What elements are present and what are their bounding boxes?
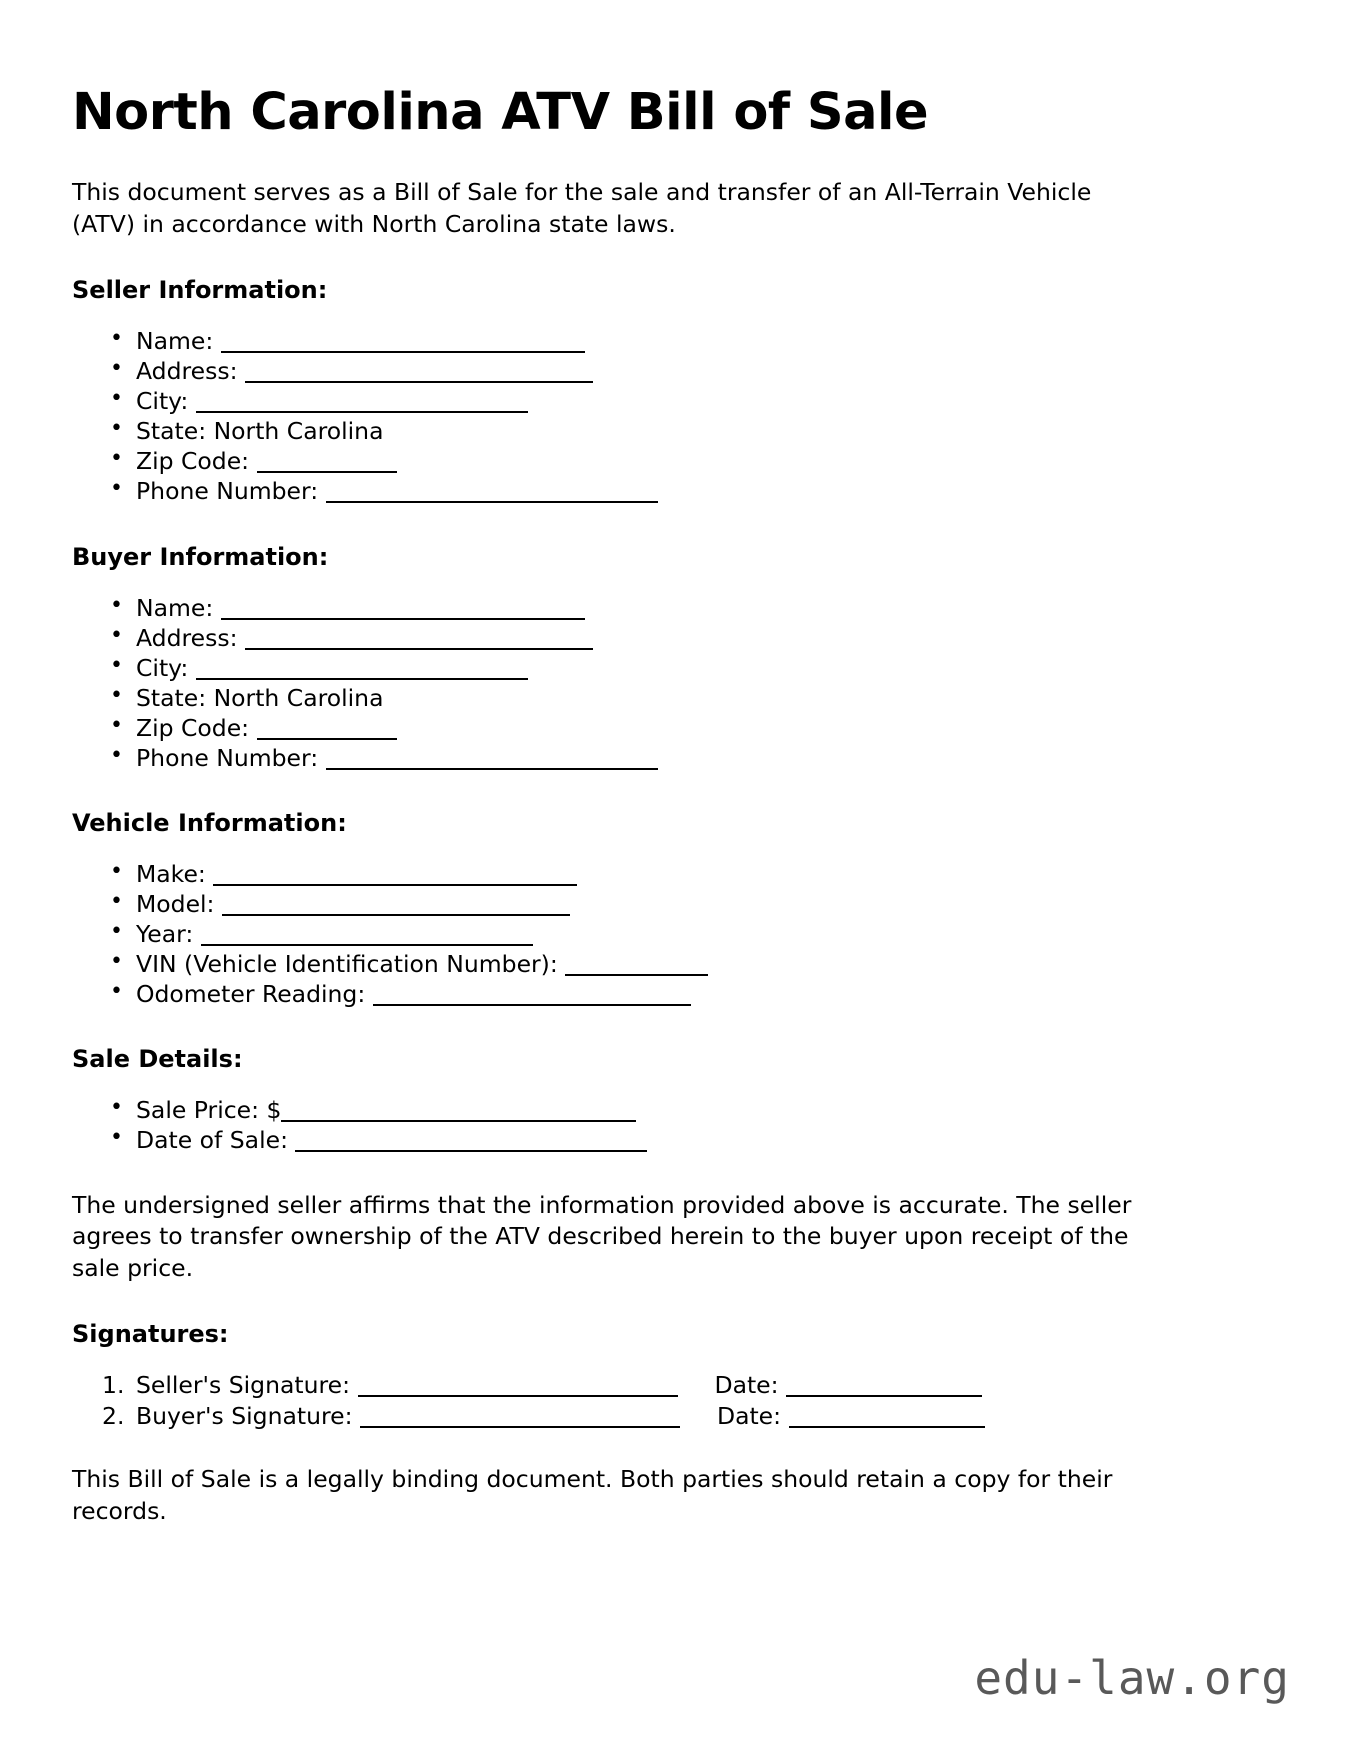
buyer-city-label: City: xyxy=(136,653,189,682)
vehicle-year-field xyxy=(110,919,1292,949)
buyer-field-list xyxy=(72,593,1292,773)
seller-state-field xyxy=(110,416,1292,446)
seller-zip-field xyxy=(110,446,1292,476)
sale-date-blank[interactable] xyxy=(295,1133,647,1152)
vehicle-model-label: Model: xyxy=(136,890,215,919)
seller-signature-row xyxy=(102,1370,1292,1401)
vehicle-odometer-blank[interactable] xyxy=(373,987,691,1006)
seller-name-field xyxy=(110,326,1292,356)
buyer-zip-label: Zip Code: xyxy=(136,713,250,742)
buyer-address-label: Address: xyxy=(136,623,238,652)
seller-name-label: Name: xyxy=(136,327,214,356)
seller-information-heading: Seller Information: xyxy=(72,276,328,305)
seller-phone-field xyxy=(110,476,1292,506)
intro-paragraph: This document serves as a Bill of Sale for the sale and transfer of an All-Terrain Vehicle (ATV) in accordance with North Carolina state laws. xyxy=(72,178,1092,238)
seller-city-label: City: xyxy=(136,387,189,416)
buyer-date-label: Date: xyxy=(716,1401,782,1430)
buyer-signature-label: Buyer's Signature: xyxy=(136,1401,353,1430)
buyer-address-blank[interactable] xyxy=(245,631,593,650)
seller-phone-label: Phone Number: xyxy=(136,477,319,506)
seller-zip-blank[interactable] xyxy=(257,454,397,473)
vehicle-information-heading: Vehicle Information: xyxy=(72,809,347,838)
page-title: North Carolina ATV Bill of Sale xyxy=(72,83,929,142)
sale-date-label: Date of Sale: xyxy=(136,1126,288,1155)
seller-address-blank[interactable] xyxy=(245,364,593,383)
seller-field-list xyxy=(72,326,1292,506)
sale-field-list xyxy=(72,1095,1292,1155)
seller-date-label: Date: xyxy=(714,1371,779,1400)
sale-price-field xyxy=(110,1095,1292,1125)
affirmation-paragraph: The undersigned seller affirms that the information provided above is accurate. The seller agrees to transfer ownership of the ATV described herein to the buyer upon receipt of the sale price. xyxy=(72,1190,1132,1282)
seller-city-blank[interactable] xyxy=(196,394,528,413)
buyer-information-heading: Buyer Information: xyxy=(72,542,329,571)
seller-signature-blank[interactable] xyxy=(358,1378,678,1397)
buyer-state-label: State: North Carolina xyxy=(136,683,384,712)
vehicle-vin-field xyxy=(110,949,1292,979)
buyer-signature-number: 2. xyxy=(102,1401,125,1430)
vehicle-odometer-label: Odometer Reading: xyxy=(136,980,366,1009)
seller-signature-label: Seller's Signature: xyxy=(136,1371,351,1400)
buyer-signature-row xyxy=(102,1401,1292,1432)
closing-paragraph: This Bill of Sale is a legally binding document. Both parties should retain a copy for their records. xyxy=(72,1465,1113,1525)
buyer-city-blank[interactable] xyxy=(196,661,528,680)
buyer-phone-label: Phone Number: xyxy=(136,743,319,772)
buyer-state-field xyxy=(110,683,1292,713)
buyer-address-field xyxy=(110,623,1292,653)
seller-city-field xyxy=(110,386,1292,416)
vehicle-vin-blank[interactable] xyxy=(565,957,708,976)
signatures-heading: Signatures: xyxy=(72,1320,229,1349)
seller-address-field xyxy=(110,356,1292,386)
buyer-phone-blank[interactable] xyxy=(326,751,658,770)
seller-phone-blank[interactable] xyxy=(326,484,658,503)
sale-date-field xyxy=(110,1125,1292,1155)
buyer-name-label: Name: xyxy=(136,593,214,622)
seller-signature-number: 1. xyxy=(102,1371,125,1400)
seller-name-blank[interactable] xyxy=(221,334,585,353)
site-watermark: edu-law.org xyxy=(974,1651,1290,1705)
sale-price-label: Sale Price: $ xyxy=(136,1096,282,1125)
signature-list xyxy=(72,1370,1292,1431)
buyer-name-blank[interactable] xyxy=(221,601,585,620)
vehicle-make-blank[interactable] xyxy=(213,867,577,886)
buyer-zip-blank[interactable] xyxy=(257,721,397,740)
vehicle-model-field xyxy=(110,889,1292,919)
sale-price-blank[interactable] xyxy=(281,1103,636,1122)
vehicle-odometer-field xyxy=(110,979,1292,1009)
buyer-signature-blank[interactable] xyxy=(360,1409,680,1428)
seller-state-label: State: North Carolina xyxy=(136,417,384,446)
buyer-zip-field xyxy=(110,713,1292,743)
vehicle-model-blank[interactable] xyxy=(222,897,570,916)
buyer-city-field xyxy=(110,653,1292,683)
vehicle-field-list xyxy=(72,859,1292,1009)
seller-date-blank[interactable] xyxy=(786,1378,982,1397)
sale-details-heading: Sale Details: xyxy=(72,1045,243,1074)
vehicle-make-field xyxy=(110,859,1292,889)
seller-address-label: Address: xyxy=(136,357,238,386)
vehicle-make-label: Make: xyxy=(136,860,206,889)
vehicle-vin-label: VIN (Vehicle Identification Number): xyxy=(136,950,558,979)
vehicle-year-label: Year: xyxy=(136,920,194,949)
vehicle-year-blank[interactable] xyxy=(201,927,533,946)
buyer-phone-field xyxy=(110,743,1292,773)
seller-zip-label: Zip Code: xyxy=(136,447,250,476)
buyer-date-blank[interactable] xyxy=(789,1409,985,1428)
buyer-name-field xyxy=(110,593,1292,623)
